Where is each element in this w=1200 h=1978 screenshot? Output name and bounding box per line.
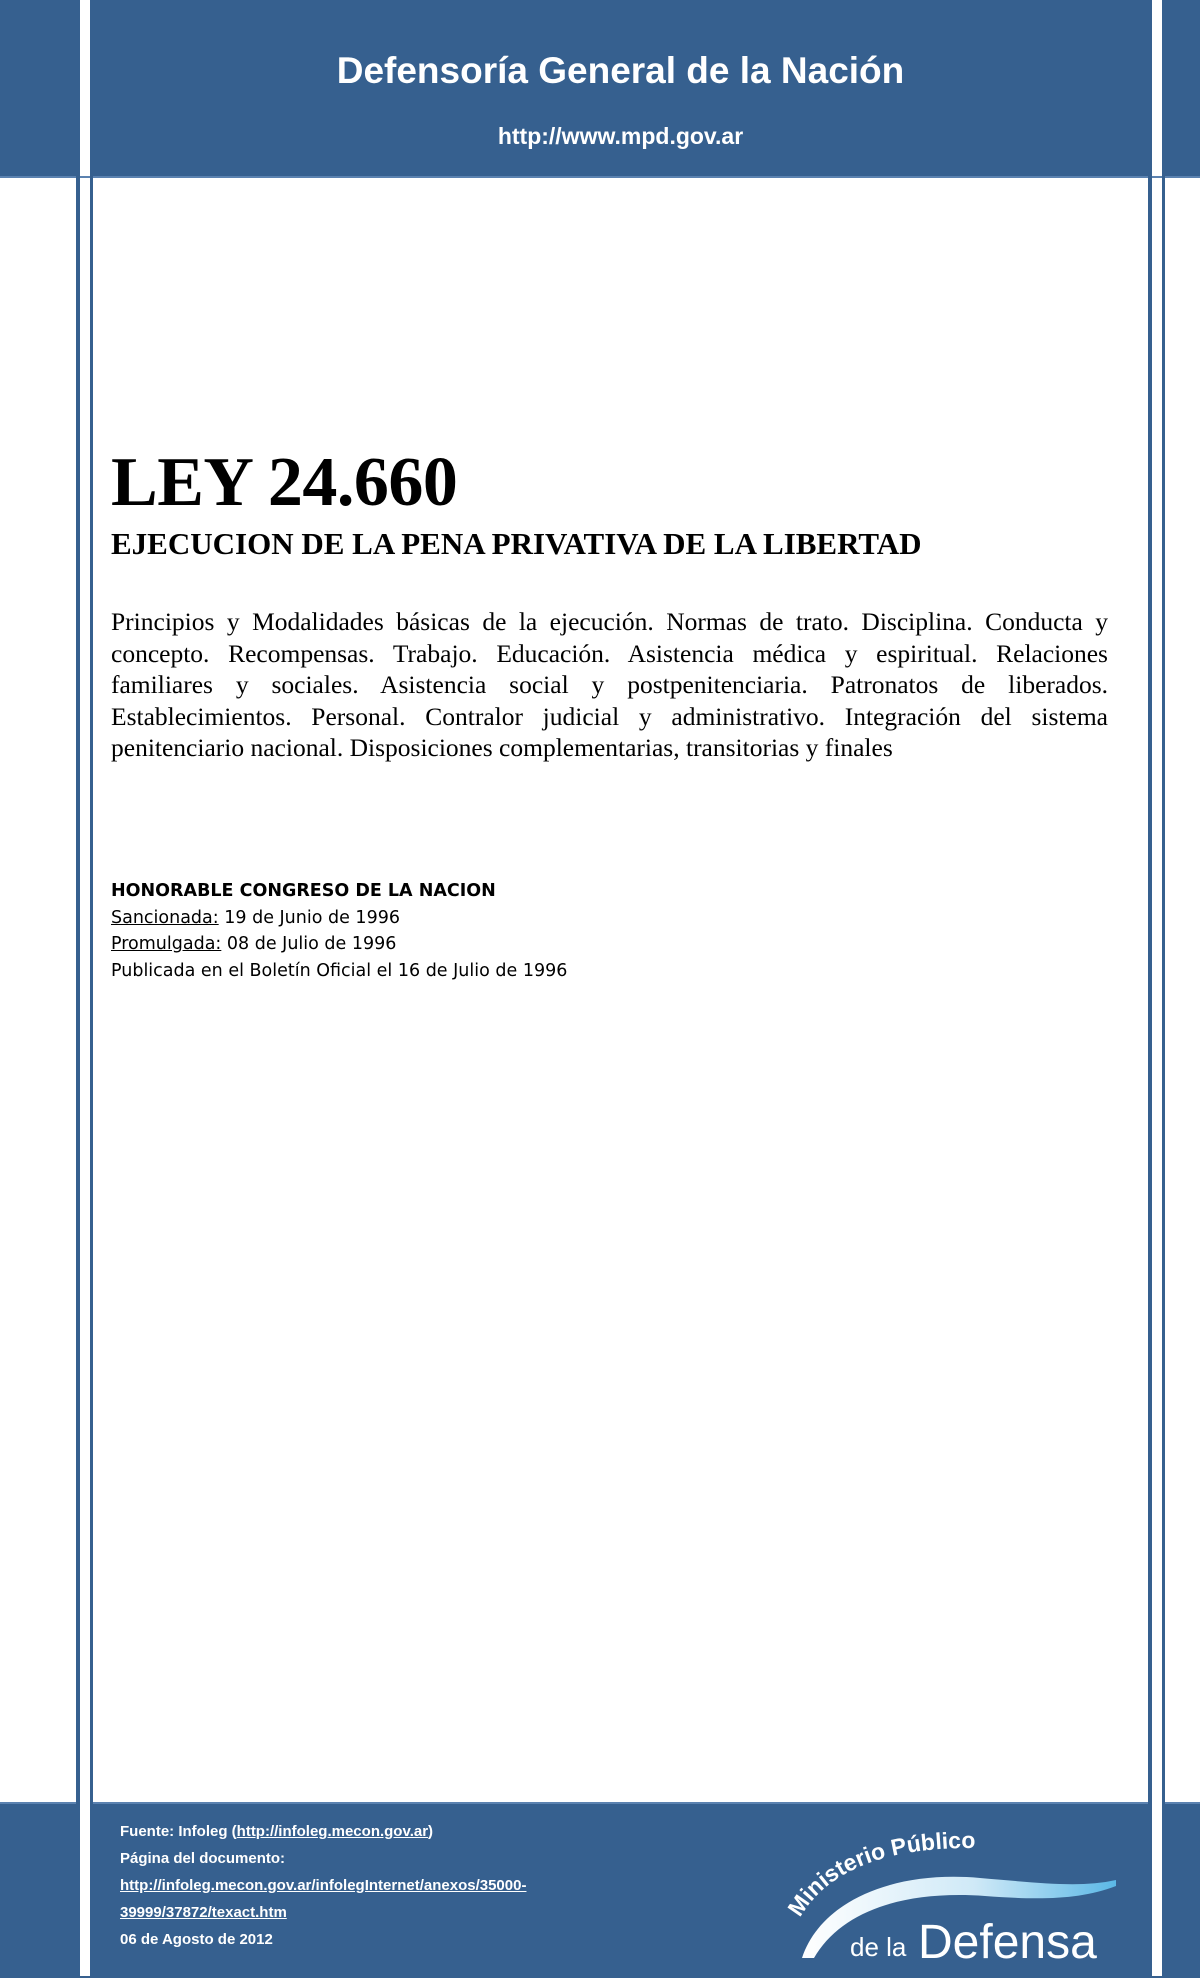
promulgated-line: [111, 931, 811, 958]
law-metadata: [111, 878, 811, 984]
logo-line2-small: de la: [850, 1932, 907, 1962]
sanctioned-date: 19 de Junio de 1996: [224, 907, 400, 928]
sanctioned-label: Sancionada:: [111, 907, 219, 928]
page-label: Página del documento:: [120, 1850, 286, 1867]
page-link-line1[interactable]: http://infoleg.mecon.gov.ar/infolegInternet/anexos/35000-: [120, 1877, 527, 1894]
ministerio-publico-logo: [780, 1808, 1130, 1970]
source-suffix: ): [428, 1823, 434, 1840]
logo-line2-big: Defensa: [918, 1916, 1097, 1969]
frame-gap: [80, 1802, 90, 1976]
header-url[interactable]: http://www.mpd.gov.ar: [497, 123, 744, 149]
frame-gap: [1152, 0, 1162, 176]
logo-line1: Ministerio Público: [782, 1826, 976, 1921]
promulgated-date: 08 de Julio de 1996: [226, 934, 397, 954]
footer-date: 06 de Agosto de 2012: [120, 1931, 273, 1948]
frame-line-left-inner: [90, 0, 93, 1976]
source-link[interactable]: http://infoleg.mecon.gov.ar: [236, 1823, 429, 1840]
footer-info: [120, 1818, 640, 1953]
law-number: LEY 24.660: [111, 444, 458, 521]
frame-gap: [80, 0, 90, 176]
frame-gap: [1152, 1802, 1162, 1976]
frame-line-right-outer: [1162, 0, 1165, 1976]
promulgated-label: Promulgada:: [111, 934, 222, 954]
law-subtitle: EJECUCION DE LA PENA PRIVATIVA DE LA LIBERTAD: [111, 526, 922, 561]
published-line: Publicada en el Boletín Oficial el 16 de Julio de 1996: [111, 960, 568, 981]
header-title: Defensoría General de la Nación: [336, 50, 905, 91]
frame-line-right-inner: [1148, 0, 1152, 1976]
page-link-line2[interactable]: 39999/37872/texact.htm: [120, 1904, 287, 1921]
source-prefix: Fuente: Infoleg (: [120, 1823, 237, 1840]
frame-line-left-outer: [76, 0, 80, 1976]
source-line: [120, 1818, 640, 1845]
law-summary: Principios y Modalidades básicas de la ejecución. Normas de trato. Disciplina. Conducta y concepto. Recompensas. Trabajo. Educación. Asistencia médica y espiritual. Relaciones familiares y sociales. Asistencia social y postpenitenciaria. Patronatos de liberados. Establecimientos. Personal. Contralor judicial y administrativo. Integración del sistema penitenciario nacional. Disposiciones complementarias, transitorias y finales: [111, 607, 1108, 762]
congress-name: HONORABLE CONGRESO DE LA NACION: [111, 881, 496, 901]
sanctioned-line: [111, 905, 811, 932]
